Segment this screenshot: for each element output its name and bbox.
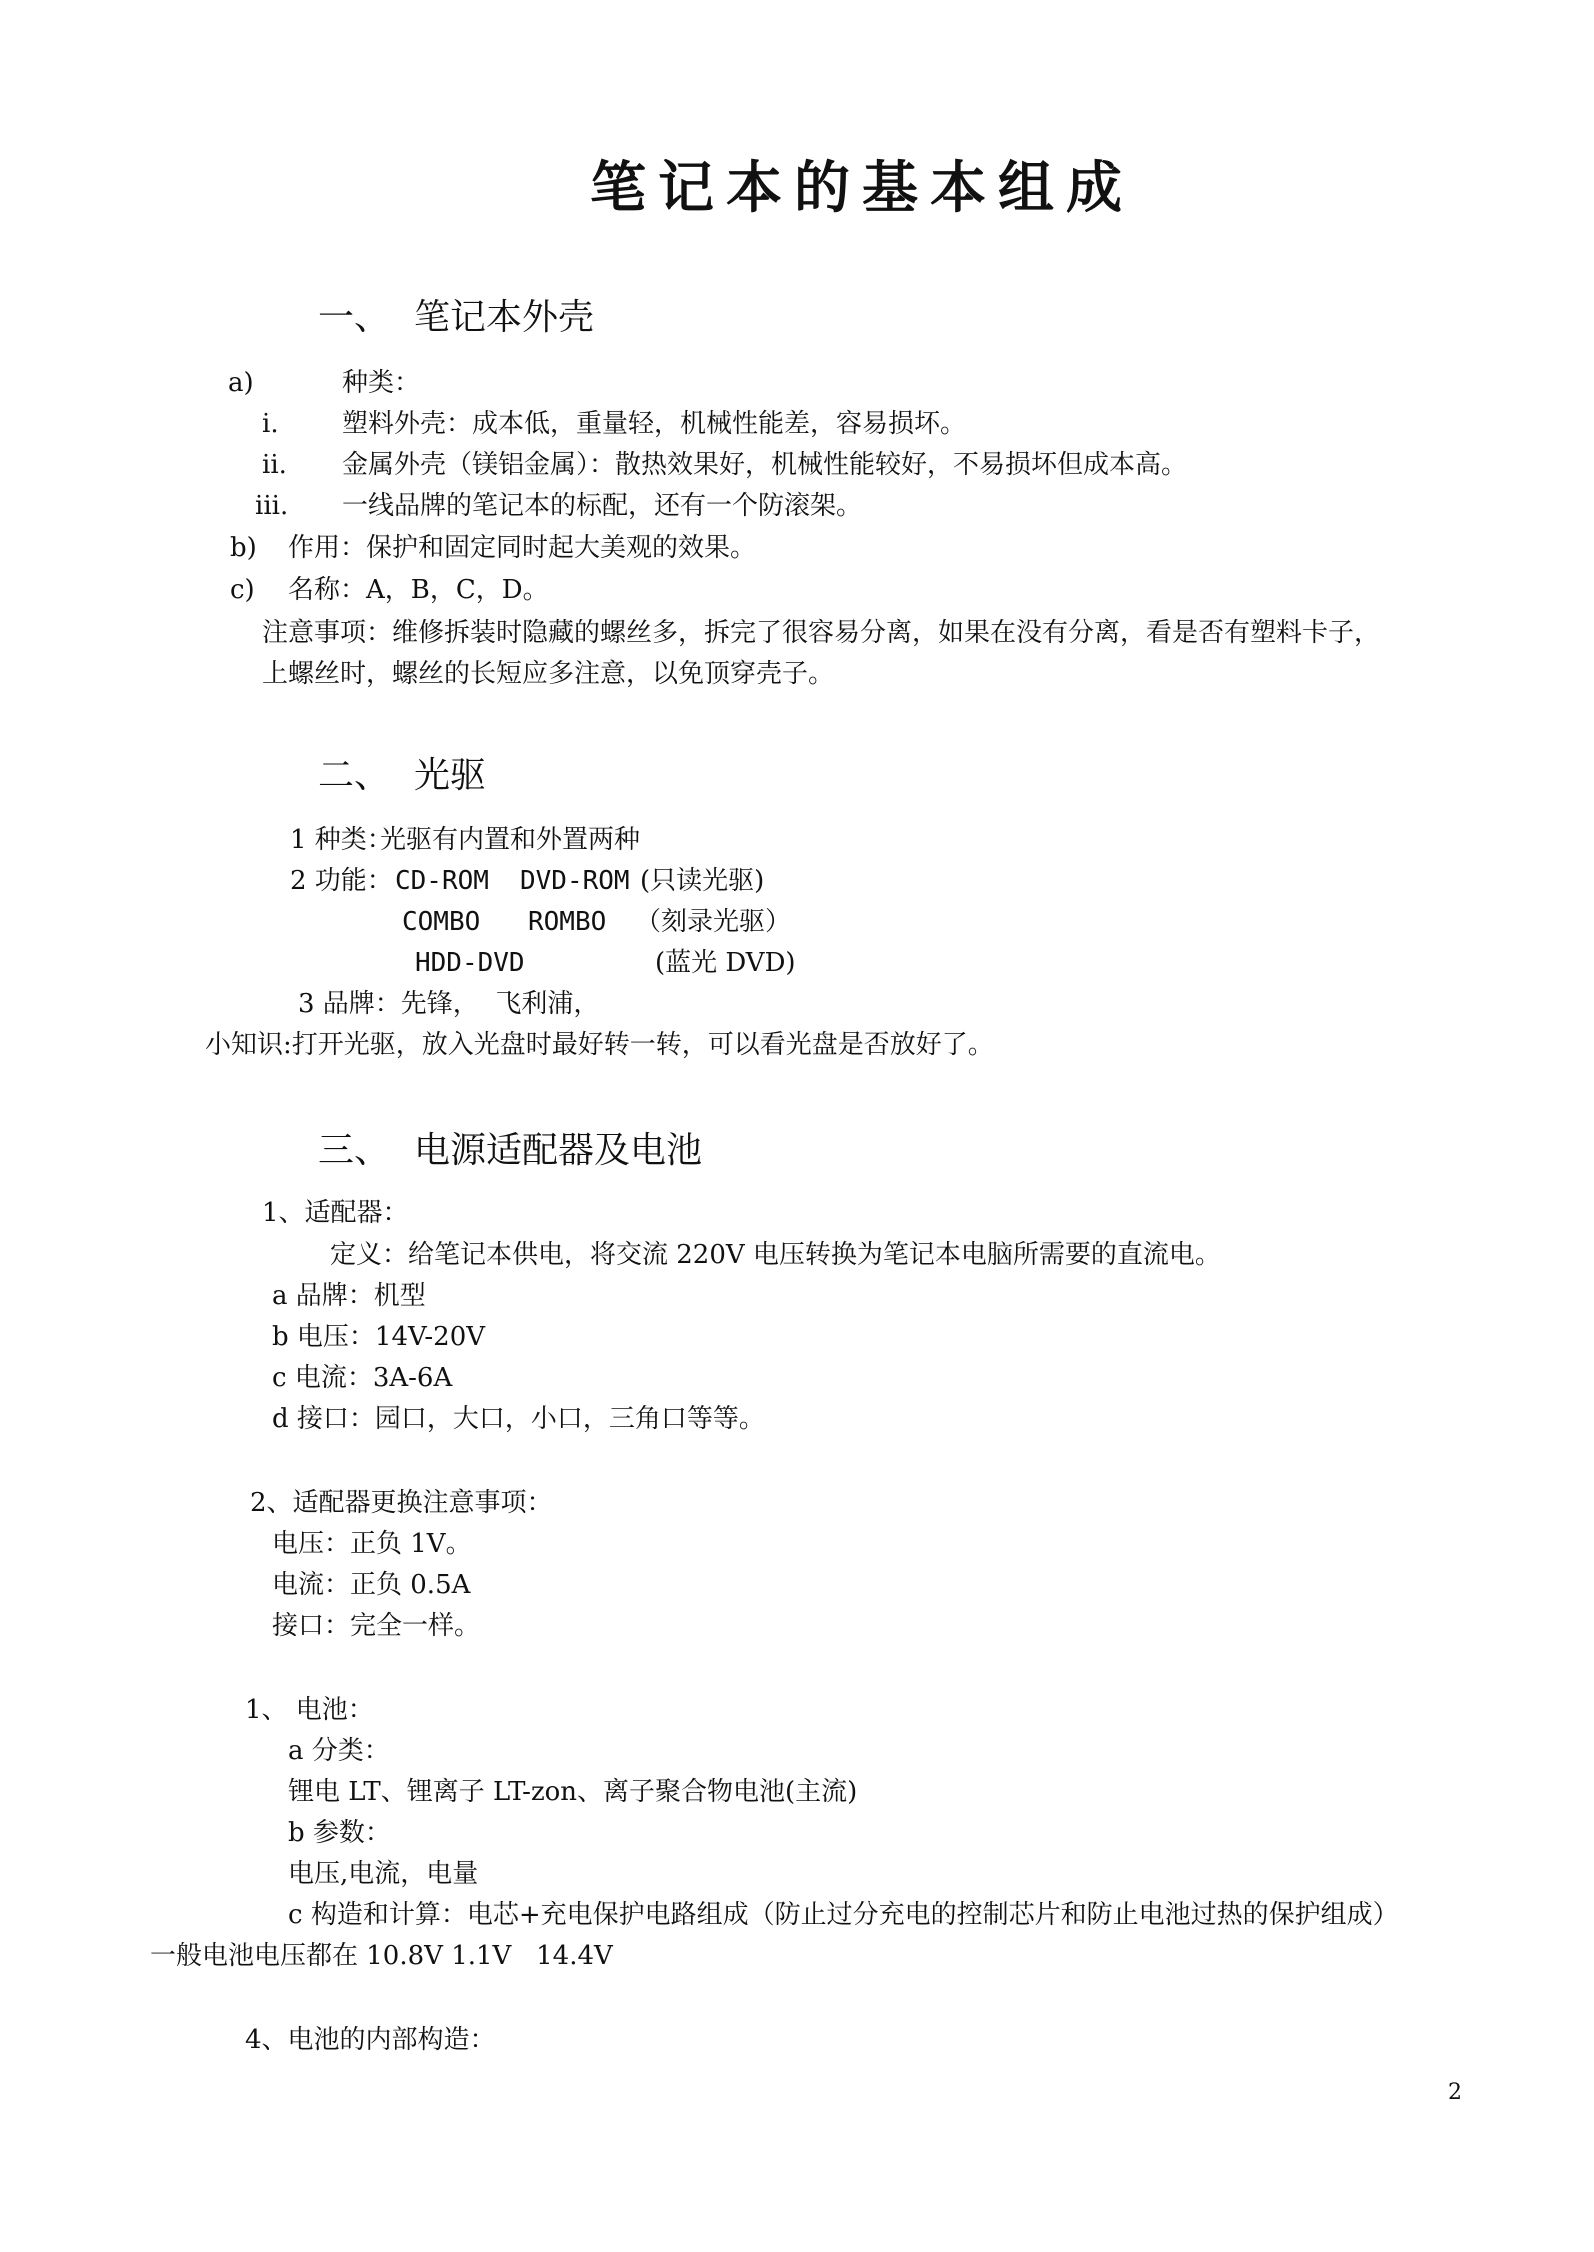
adapter-brand: a 品牌：机型: [272, 1281, 426, 1311]
section2-tip: 小知识:打开光驱，放入光盘时最好转一转，可以看光盘是否放好了。: [205, 1030, 994, 1060]
adapter-definition: 定义：给笔记本供电，将交流 220V 电压转换为笔记本电脑所需要的直流电。: [330, 1240, 1221, 1270]
section1-i-marker: i.: [262, 409, 279, 439]
section1-ii-marker: ii.: [262, 450, 287, 480]
section1-ii-text: 金属外壳（镁铝金属）：散热效果好，机械性能较好，不易损坏但成本高。: [342, 450, 1188, 480]
battery-construction: c 构造和计算：电芯+充电保护电路组成（防止过分充电的控制芯片和防止电池过热的保护组成）: [288, 1900, 1399, 1930]
adapter-connector: d 接口：园口，大口，小口，三角口等等。: [272, 1404, 765, 1434]
section1-i-text: 塑料外壳：成本低，重量轻，机械性能差，容易损坏。: [342, 409, 967, 439]
section2-type-text: 光驱有内置和外置两种: [380, 825, 641, 855]
section1-a-text: 种类：: [342, 368, 421, 398]
section2-func-label: 2 功能：: [290, 866, 393, 896]
section2-type-label: 1 种类：: [290, 825, 393, 855]
section2-heading: 光驱: [414, 755, 487, 796]
section1-note-line1: 注意事项：维修拆装时隐藏的螺丝多，拆完了很容易分离，如果在没有分离，看是否有塑料卡子，: [262, 618, 1381, 648]
section2-func-row2-c: （刻录光驱）: [635, 907, 792, 937]
adapter-title: 1、适配器：: [262, 1198, 409, 1228]
section1-b-marker: b): [230, 533, 257, 563]
battery-inner-title: 4、电池的内部构造：: [245, 2025, 496, 2055]
section1-note-line2: 上螺丝时，螺丝的长短应多注意，以免顶穿壳子。: [262, 659, 835, 689]
section2-func-row1-a: CD-ROM: [395, 866, 489, 896]
section2-func-row3-c: (蓝光 DVD): [655, 948, 796, 978]
section2-number: 二、: [318, 755, 391, 796]
section1-b-text: 作用：保护和固定同时起大美观的效果。: [288, 533, 757, 563]
section2-func-row1-c: (只读光驱): [640, 866, 765, 896]
adapter-voltage: b 电压：14V-20V: [272, 1322, 486, 1352]
page-number: 2: [1448, 2080, 1462, 2105]
battery-classification-text: 锂电 LT、锂离子 LT-zon、离子聚合物电池(主流): [288, 1777, 858, 1807]
section1-iii-text: 一线品牌的笔记本的标配，还有一个防滚架。: [342, 491, 863, 521]
adapter-current: c 电流：3A-6A: [272, 1363, 453, 1393]
battery-parameters: b 参数：: [288, 1818, 391, 1848]
page-title: 笔记本的基本组成: [590, 155, 1134, 221]
section1-c-marker: c): [230, 575, 255, 605]
section1-a-marker: a): [228, 368, 254, 398]
section1-iii-marker: iii.: [255, 491, 289, 521]
replace-current: 电流：正负 0.5A: [272, 1570, 471, 1600]
section1-heading: 笔记本外壳: [414, 297, 595, 338]
section3-number: 三、: [318, 1130, 391, 1171]
replace-title: 2、适配器更换注意事项：: [250, 1488, 553, 1518]
section3-heading: 电源适配器及电池: [414, 1130, 703, 1171]
section1-number: 一、: [318, 297, 391, 338]
battery-voltage: 一般电池电压都在 10.8V 1.1V 14.4V: [150, 1941, 613, 1971]
replace-connector: 接口：完全一样。: [272, 1611, 481, 1641]
section2-func-row3-a: HDD-DVD: [415, 948, 525, 978]
section2-func-row2-b: ROMBO: [528, 907, 607, 937]
battery-title: 1、 电池：: [245, 1695, 374, 1725]
section2-brand: 3 品牌：先锋， 飞利浦，: [298, 989, 600, 1019]
section2-func-row2-a: COMBO: [402, 907, 481, 937]
battery-parameters-text: 电压,电流，电量: [288, 1859, 479, 1889]
section2-func-row1-b: DVD-ROM: [520, 866, 630, 896]
replace-voltage: 电压：正负 1V。: [272, 1529, 472, 1559]
section1-c-text: 名称：A，B，C，D。: [288, 575, 549, 605]
battery-classification: a 分类：: [288, 1736, 390, 1766]
